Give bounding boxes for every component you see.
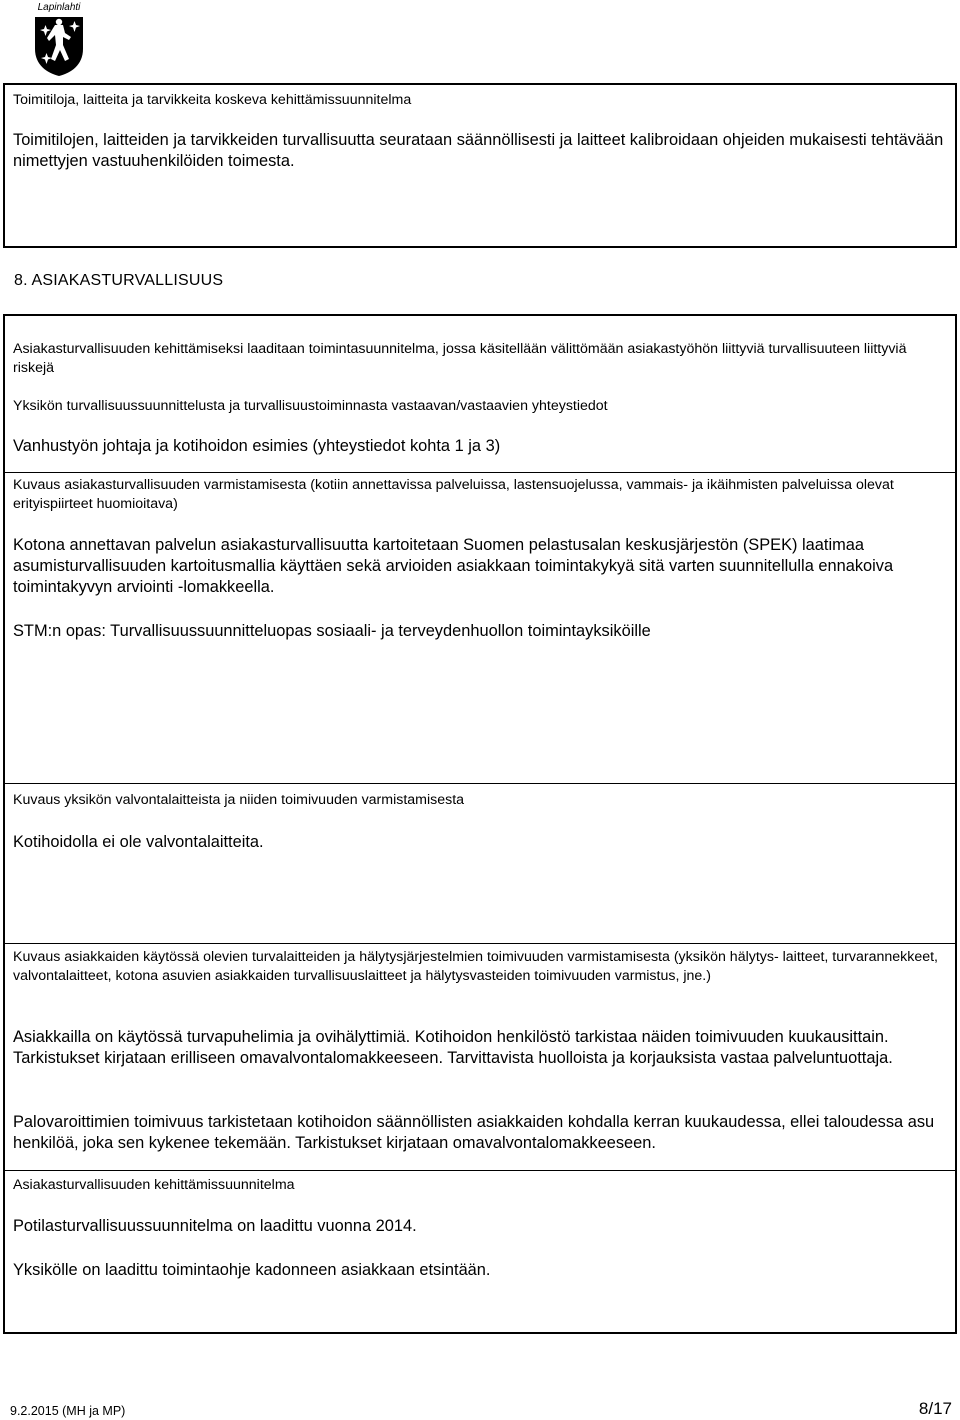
- section-heading: 8. ASIAKASTURVALLISUUS: [14, 272, 224, 289]
- monitoring-devices-label: Kuvaus yksikön valvontalaitteista ja niiden toimivuuden varmistamisesta: [13, 792, 465, 808]
- facilities-plan-title: Toimitiloja, laitteita ja tarvikkeita koskeva kehittämissuunnitelma: [13, 92, 412, 108]
- logo-text: Lapinlahti: [37, 2, 81, 13]
- development-plan-label: Asiakasturvallisuuden kehittämissuunnitelma: [13, 1177, 295, 1193]
- safety-devices-value-2: Palovaroittimien toimivuus tarkistetaan kotihoidon säännöllisten asiakkaiden kohdalla kerran kuukaudessa, ellei taloudessa asu henkilöä, joka sen kykenee tekemään. Tarkistukset kirjataan omavalvontalomakkeeseen.: [13, 1113, 935, 1152]
- footer-date: 9.2.2015 (MH ja MP): [10, 1404, 126, 1418]
- divider: [5, 783, 955, 784]
- client-safety-ensure-value: Kotona annettavan palvelun asiakasturvallisuutta kartoitetaan Suomen pelastusalan keskusjärjestön (SPEK) laatimaa asumisturvallisuuden kartoitusmallia käyttäen sekä arvioiden asiakkaan toimintakykyä sitä varten suunnitellulla ennakoiva toimintakyvyn arviointi -lomakkeella.: [13, 536, 894, 596]
- client-safety-ensure-label: Kuvaus asiakasturvallisuuden varmistamisesta (kotiin annettavissa palveluissa, lastensuojelussa, vammais- ja ikäihmisten palveluissa olevat erityispiirteet huomioitava): [13, 477, 894, 512]
- development-plan-value-1: Potilasturvallisuussuunnitelma on laadittu vuonna 2014.: [13, 1217, 417, 1235]
- client-safety-box: [3, 314, 957, 1334]
- contact-label: Yksikön turvallisuussuunnittelusta ja turvallisuustoiminnasta vastaavan/vastaavien yhteystiedot: [13, 398, 608, 414]
- contact-value: Vanhustyön johtaja ja kotihoidon esimies (yhteystiedot kohta 1 ja 3): [13, 437, 501, 455]
- client-safety-intro: Asiakasturvallisuuden kehittämiseksi laaditaan toimintasuunnitelma, jossa käsitellään välittömään asiakastyöhön liittyviä turvallisuuteen liittyviä riskejä: [13, 341, 907, 376]
- coat-of-arms-icon: [33, 15, 85, 77]
- divider: [5, 1170, 955, 1171]
- safety-devices-label: Kuvaus asiakkaiden käytössä olevien turvalaitteiden ja hälytysjärjestelmien toimivuuden varmistamisesta (yksikön hälytys- laitteet, turvarannekkeet, valvontalaitteet, kotona asuvien asiakkaiden turvallisuuslaitteet ja hälytysvasteiden toimivuuden varmistus, jne.): [13, 949, 938, 984]
- stm-guide-text: STM:n opas: Turvallisuussuunnitteluopas sosiaali- ja terveydenhuollon toimintayksiköille: [13, 622, 651, 640]
- page-number: 8/17: [918, 1399, 952, 1418]
- monitoring-devices-value: Kotihoidolla ei ole valvontalaitteita.: [13, 833, 264, 851]
- safety-devices-value-1: Asiakkailla on käytössä turvapuhelimia ja ovihälyttimiä. Kotihoidon henkilöstö tarkistaa näiden toimivuuden kuukausittain. Tarkistukset kirjataan erilliseen omavalvontalomakkeeseen. Tarvittavista huolloista ja korjauksista vastaa palveluntuottaja.: [13, 1028, 893, 1067]
- facilities-plan-body: Toimitilojen, laitteiden ja tarvikkeiden turvallisuutta seurataan säännöllisesti ja laitteet kalibroidaan ohjeiden mukaisesti tehtävään nimettyjen vastuuhenkilöiden toimesta.: [13, 131, 944, 170]
- development-plan-value-2: Yksikölle on laadittu toimintaohje kadonneen asiakkaan etsintään.: [13, 1261, 491, 1279]
- divider: [5, 472, 955, 473]
- divider: [5, 943, 955, 944]
- municipality-logo: [28, 2, 90, 80]
- facilities-plan-box: [3, 83, 957, 248]
